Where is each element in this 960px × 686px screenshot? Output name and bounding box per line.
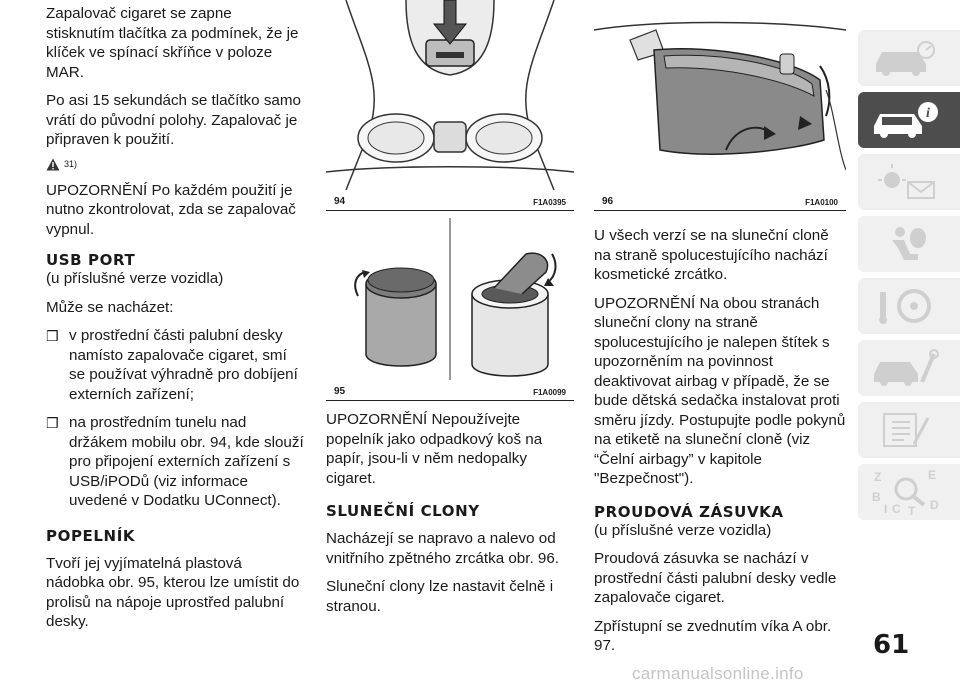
column-middle [326, 410, 574, 625]
section-subtitle: (u příslušné verze vozidla) [594, 521, 772, 539]
tab-car-dashboard[interactable] [858, 30, 960, 86]
watermark: carmanualsonline.info [632, 664, 804, 683]
paragraph: UPOZORNĚNÍ Na obou stranách sluneční clony na straně spolucestujícího je nalepen štítek s upozorněním na povinnost deaktivovat airbag v případě, že se bude dětská sedačka instalovat proti směru jízdy. Postupujte podle pokynů na etiketě na sluneční cloně (viz “Čelní airbagy” v kapitole "Bezpečnost"). [594, 294, 846, 487]
paragraph: Proudová zásuvka se nachází v prostřední části palubní desky vedle zapalovače cigaret. [594, 550, 837, 606]
column-right [594, 226, 846, 665]
car-dashboard-icon [870, 38, 940, 78]
figure-number: 94 [334, 196, 346, 207]
figure-number: 95 [334, 386, 346, 397]
section-subtitle: (u příslušné verze vozidla) [46, 270, 224, 287]
index-magnifier-icon [870, 467, 950, 517]
steering-wheel-icon [870, 286, 940, 326]
column-left [46, 0, 304, 641]
list-item [46, 413, 304, 511]
paragraph: Zapalovač cigaret se zapne stisknutím tlačítka za podmínek, že je klíček ve spínací skříňce v poloze MAR. [46, 5, 299, 81]
section-heading: PROUDOVÁ ZÁSUVKA [594, 502, 784, 521]
paragraph: UPOZORNĚNÍ Nepoužívejte popelník jako odpadkový koš na papír, jsou-li v něm nedopalky cigaret. [326, 411, 543, 487]
figure-96 [594, 0, 846, 211]
warning-light-icon [870, 162, 940, 202]
svg-text:i: i [926, 106, 930, 121]
document-list-icon [870, 410, 940, 450]
paragraph: UPOZORNĚNÍ Po každém použití je nutno zkontrolovat, zda se zapalovač vypnul. [46, 181, 296, 238]
list-item [46, 326, 304, 404]
index-letter: T [908, 504, 916, 517]
index-letter: Z [874, 470, 882, 484]
section-heading: SLUNEČNÍ CLONY [326, 502, 480, 520]
index-letter: B [872, 490, 881, 504]
paragraph: Po asi 15 sekundách se tlačítko samo vrátí do původní polohy. Zapalovač je připraven k použití. [46, 92, 301, 148]
paragraph: U všech verzí se na sluneční cloně na straně spolucestujícího nachází kosmetické zrcátko. [594, 227, 829, 283]
figure-94 [326, 0, 574, 211]
tab-steering-wheel[interactable] [858, 278, 960, 334]
tab-car-service[interactable] [858, 340, 960, 396]
figure-code: F1A0100 [805, 198, 838, 207]
car-info-icon [870, 100, 940, 140]
figure-code: F1A0099 [533, 388, 566, 397]
page-number: 61 [873, 630, 910, 660]
list-item-text: v prostřední části palubní desky namísto zapalovače cigaret, smí se používat výhradně pro dobíjení externích zařízení; [69, 327, 298, 403]
tab-technical-data[interactable] [858, 402, 960, 458]
checkbox-bullet-icon: ❒ [46, 328, 59, 344]
index-letter: C [892, 502, 901, 516]
sun-visor-illustration [594, 0, 846, 210]
warning-triangle-icon [46, 158, 60, 171]
figure-95 [326, 214, 574, 401]
figure-code: F1A0395 [533, 198, 566, 207]
paragraph: Může se nacházet: [46, 298, 174, 316]
airbag-seat-icon [870, 224, 940, 264]
index-letter: I [884, 502, 888, 516]
figure-number: 96 [602, 196, 614, 207]
chapter-tabs [858, 30, 960, 526]
list-item-text: na prostředním tunelu nad držákem mobilu obr. 94, kde slouží pro připojení externích zařízení s USB/iPODů (viz informace uvedené v Dodatku UConnect). [69, 414, 304, 509]
tab-index[interactable] [858, 464, 960, 520]
paragraph: Zpřístupní se zvednutím víka A obr. 97. [594, 617, 832, 654]
car-wrench-icon [870, 348, 940, 388]
checkbox-bullet-icon: ❒ [46, 415, 59, 431]
usb-port-illustration [326, 0, 574, 210]
index-letter: E [928, 468, 937, 482]
section-heading: USB PORT [46, 251, 136, 269]
index-letter: D [930, 498, 939, 512]
ashtray-illustration [326, 214, 574, 400]
section-heading: POPELNÍK [46, 526, 136, 545]
paragraph: Nacházejí se napravo a nalevo od vnitřního zpětného zrcátka obr. 96. [326, 530, 560, 567]
tab-airbag-seat[interactable] [858, 216, 960, 272]
warning-reference-number: 31) [64, 158, 78, 169]
paragraph: Tvoří jej vyjímatelná plastová nádobka obr. 95, kterou lze umístit do prolisů na nápoje uprostřed palubní desky. [46, 554, 300, 630]
tab-warning-lights[interactable] [858, 154, 960, 210]
warning-reference [46, 157, 304, 173]
paragraph: Sluneční clony lze nastavit čelně i stranou. [326, 578, 554, 615]
tab-car-info[interactable] [858, 92, 960, 148]
